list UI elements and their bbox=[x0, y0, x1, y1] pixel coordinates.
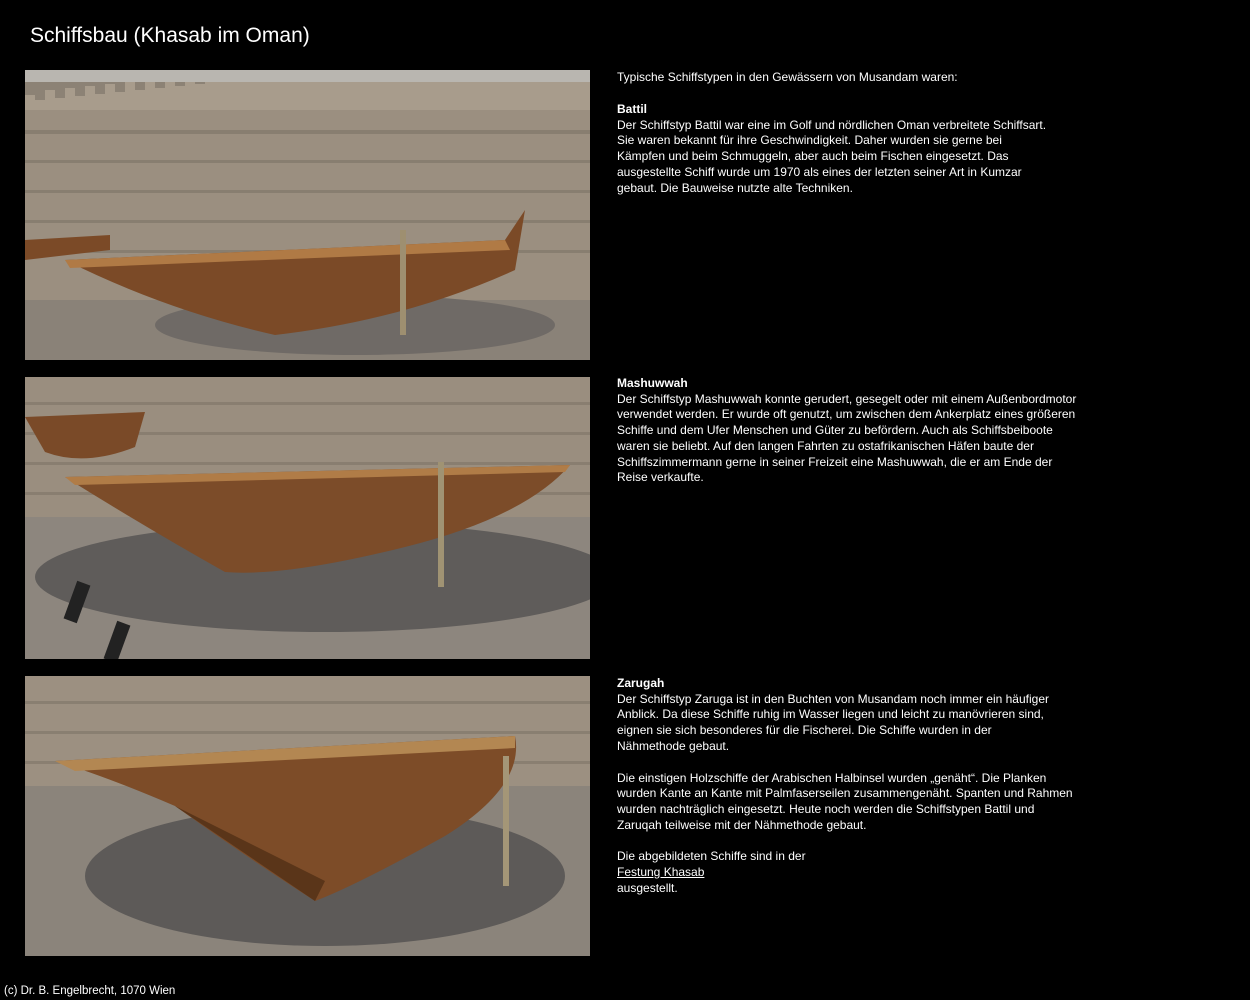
zarugah-text: Der Schiffstyp Zaruga ist in den Buchten von Musandam noch immer ein häufiger Anblick. Da diese Schiffe ruhig im Wasser liegen und leicht zu manövrieren sind, eignen sie sich besonderes für die Fischerei. Die Schiffe wurden in der Nähmethode gebaut. bbox=[617, 691, 1049, 753]
exhibit-suffix: ausgestellt. bbox=[617, 880, 678, 895]
exhibit-prefix: Die abgebildeten Schiffe sind in der bbox=[617, 849, 806, 864]
battil-photo bbox=[25, 70, 590, 360]
mashuwwah-text: Der Schiffstyp Mashuwwah konnte gerudert, gesegelt oder mit einem Außenbordmotor verwendet werden. Er wurde oft genutzt, um zwischen dem Ankerplatz eines größeren Schiffe und dem Ufer Menschen und Güter zu befördern. Auch als Schiffsbeiboote waren sie beliebt. Auf den langen Fahrten zu ostafrikanischen Häfen baute der Schiffszimmermann gerne in seiner Freizeit eine Mashuwwah, die er am Ende der Reise verkaufte. bbox=[617, 391, 1077, 485]
sewing-method-text: Die einstigen Holzschiffe der Arabischen Halbinsel wurden „genäht“. Die Planken wurden Kante an Kante mit Palmfaserseilen zusammengenäht. Spanten und Rahmen wurden nachträglich eingesetzt. Heute noch werden die Schiffstypen Battil und Zaruqah teilweise mit der Nähmethode gebaut. bbox=[617, 770, 1073, 832]
zarugah-heading: Zarugah bbox=[617, 676, 665, 690]
battil-text: Der Schiffstyp Battil war eine im Golf und nördlichen Oman verbreitete Schiffsart. Sie waren bekannt für ihre Geschwindigkeit. Daher wurden sie gerne bei Kämpfen und beim Schmuggeln, aber auch beim Fischen eingesetzt. Das ausgestellte Schiff wurde um 1970 als eines der letzten seiner Art in Kumzar gebaut. Die Bauweise nutzte alte Techniken. bbox=[617, 117, 1047, 195]
mashuwwah-photo bbox=[25, 377, 590, 659]
intro-text: Typische Schiffstypen in den Gewässern von Musandam waren: bbox=[617, 70, 958, 84]
battil-heading: Battil bbox=[617, 102, 647, 116]
battil-section bbox=[617, 102, 1087, 196]
zarugah-photo bbox=[25, 676, 590, 956]
mashuwwah-section bbox=[617, 376, 1087, 486]
mashuwwah-heading: Mashuwwah bbox=[617, 376, 688, 390]
page-title: Schiffsbau (Khasab im Oman) bbox=[30, 24, 310, 47]
zarugah-section bbox=[617, 676, 1087, 896]
festung-khasab-link[interactable]: Festung Khasab bbox=[617, 865, 705, 880]
copyright-footer: (c) Dr. B. Engelbrecht, 1070 Wien bbox=[4, 985, 176, 997]
